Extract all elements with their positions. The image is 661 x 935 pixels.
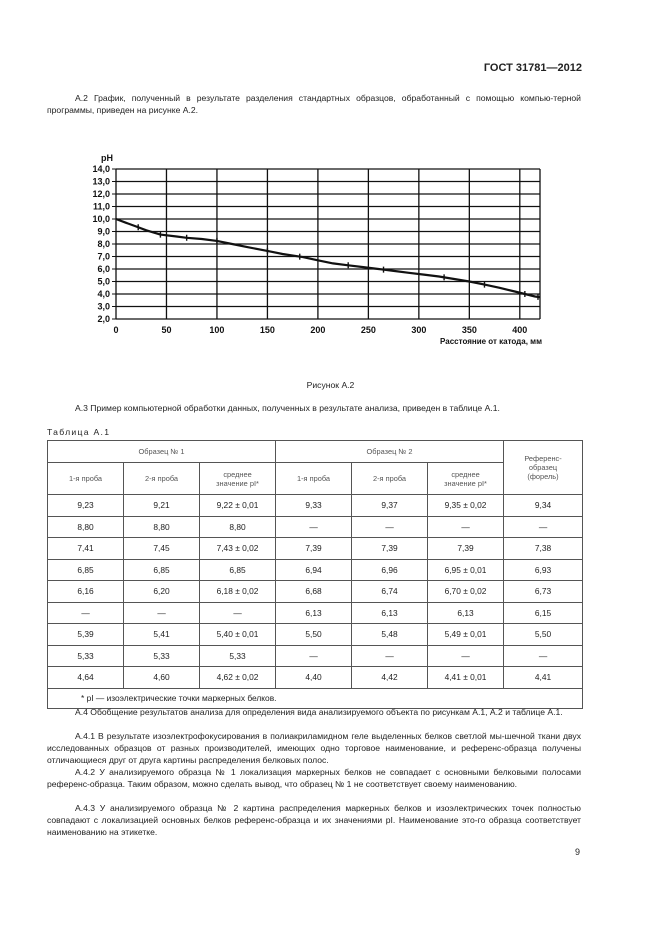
table-label: Таблица А.1 <box>47 427 111 437</box>
sub-header: 2-я проба <box>124 463 200 495</box>
table-cell: 6,18 ± 0,02 <box>200 581 276 603</box>
table-row <box>48 495 583 517</box>
table-cell: 8,80 <box>200 516 276 538</box>
y-tick-label: 6,0 <box>97 264 110 274</box>
sub-header: 1-я проба <box>48 463 124 495</box>
table-cell: 5,50 <box>276 624 352 646</box>
table-cell: 5,41 <box>124 624 200 646</box>
table-cell: 6,13 <box>276 602 352 624</box>
x-tick-label: 200 <box>310 325 326 335</box>
table-row <box>48 516 583 538</box>
y-tick-label: 8,0 <box>97 239 110 249</box>
table-cell: 6,15 <box>504 602 583 624</box>
table-cell: 9,34 <box>504 495 583 517</box>
y-tick-label: 3,0 <box>97 301 110 312</box>
table-cell: 8,80 <box>48 516 124 538</box>
section-a3-paragraph: А.3 Пример компьютерной обработки данных, полученных в результате анализа, приведен в таблице А.1. <box>75 403 500 413</box>
x-tick-label: 50 <box>161 325 172 335</box>
table-cell: 9,37 <box>352 495 428 517</box>
table-cell: 6,68 <box>276 581 352 603</box>
table-cell: — <box>504 645 583 667</box>
table-footnote: * pI — изоэлектрические точки маркерных белков. <box>48 688 583 708</box>
table-cell: 9,33 <box>276 495 352 517</box>
x-tick-label: 400 <box>512 325 528 335</box>
x-tick-label: 100 <box>209 325 225 335</box>
table-cell: 7,39 <box>352 538 428 560</box>
y-tick-label: 9,0 <box>97 226 110 237</box>
y-tick-label: 11,0 <box>92 201 110 212</box>
paragraph-a4-1: А.4.1 В результате изоэлектрофокусирования в полиакриламидном геле выделенных белков светлой мы-шечной ткани двух исследованных образцов от разных производителей, имеющих одно торговое наименование, и референс-образца получены отличающиеся друг от друга картины распределения белковых полос. <box>47 731 581 765</box>
table-cell: 5,39 <box>48 624 124 646</box>
table-cell: 6,94 <box>276 559 352 581</box>
table-cell: 9,22 ± 0,01 <box>200 495 276 517</box>
table-cell: 4,60 <box>124 667 200 689</box>
sub-header: 1-я проба <box>276 463 352 495</box>
table-cell: 6,95 ± 0,01 <box>428 559 504 581</box>
table-cell: — <box>200 602 276 624</box>
standard-header: ГОСТ 31781—2012 <box>483 62 582 74</box>
y-tick-label: 2,0 <box>97 314 110 324</box>
table-cell: 7,39 <box>428 538 504 560</box>
table-cell: 9,23 <box>48 495 124 517</box>
table-cell: — <box>124 602 200 624</box>
table-cell: 4,41 ± 0,01 <box>428 667 504 689</box>
table-cell: — <box>352 516 428 538</box>
x-tick-label: 250 <box>360 325 376 335</box>
table-cell: 6,20 <box>124 581 200 603</box>
paragraph-a4: А.4 Обобщение результатов анализа для определения вида анализируемого объекта по рисункам А.1, А.2 и таблице А.1. <box>75 707 563 717</box>
y-tick-label: 13,0 <box>92 176 110 187</box>
table-cell: 4,41 <box>504 667 583 689</box>
sub-header: среднее значение pI* <box>200 463 276 495</box>
table-cell: 6,13 <box>428 602 504 624</box>
table-row <box>48 624 583 646</box>
table-cell: 6,85 <box>48 559 124 581</box>
results-table <box>47 440 583 709</box>
table-cell: 6,85 <box>124 559 200 581</box>
ph-gradient-chart <box>88 148 558 353</box>
table-cell: 4,64 <box>48 667 124 689</box>
x-tick-label: 0 <box>113 325 119 335</box>
table-cell: 9,35 ± 0,02 <box>428 495 504 517</box>
figure-caption: Рисунок А.2 <box>306 380 355 390</box>
table-row <box>48 559 583 581</box>
table-cell: — <box>428 645 504 667</box>
table-cell: 4,40 <box>276 667 352 689</box>
table-cell: — <box>352 645 428 667</box>
table-cell: 4,62 ± 0,02 <box>200 667 276 689</box>
y-tick-label: 14,0 <box>92 164 110 174</box>
y-tick-label: 10,0 <box>92 214 110 224</box>
y-tick-label: 12,0 <box>92 189 110 199</box>
y-axis-label: pH <box>101 153 113 163</box>
table-cell: 6,16 <box>48 581 124 603</box>
table-row <box>48 538 583 560</box>
table-cell: 6,73 <box>504 581 583 603</box>
page-number: 9 <box>574 847 580 857</box>
x-tick-label: 300 <box>411 325 427 335</box>
table-cell: 6,70 ± 0,02 <box>428 581 504 603</box>
table-cell: — <box>48 602 124 624</box>
y-tick-label: 7,0 <box>97 251 110 262</box>
table-cell: 5,48 <box>352 624 428 646</box>
ph-series-line <box>116 219 540 297</box>
table-body <box>48 495 583 689</box>
table-cell: 7,39 <box>276 538 352 560</box>
sub-header: 2-я проба <box>352 463 428 495</box>
y-tick-label: 4,0 <box>97 289 110 299</box>
table-cell: — <box>276 516 352 538</box>
table-cell: 7,45 <box>124 538 200 560</box>
paragraph-a4-2: А.4.2 У анализируемого образца № 1 локализация маркерных белков не совпадает с основными белковыми полосами референс-образца. Таким образом, можно сделать вывод, что образец № 1 не соответствует своему наименованию. <box>47 767 581 789</box>
x-tick-label: 350 <box>461 325 477 335</box>
paragraph-a4-3: А.4.3 У анализируемого образца № 2 картина распределения маркерных белков и изоэлектрических точек полностью совпадают с локализацией основных белков референс-образца и их значениями pI. Наименование это-го образца соответствует наименованию на этикетке. <box>47 803 581 837</box>
table-cell: 6,85 <box>200 559 276 581</box>
group-header-sample-2: Образец № 2 <box>276 441 504 463</box>
table-row <box>48 581 583 603</box>
table-cell: — <box>428 516 504 538</box>
table-cell: 5,33 <box>48 645 124 667</box>
table-cell: 5,40 ± 0,01 <box>200 624 276 646</box>
table-cell: 6,74 <box>352 581 428 603</box>
sub-header: среднее значение pI* <box>428 463 504 495</box>
group-header-sample-1: Образец № 1 <box>48 441 276 463</box>
table-cell: 9,21 <box>124 495 200 517</box>
table-cell: 5,50 <box>504 624 583 646</box>
table-cell: 8,80 <box>124 516 200 538</box>
table-cell: 7,38 <box>504 538 583 560</box>
table-row <box>48 645 583 667</box>
table-cell: 7,43 ± 0,02 <box>200 538 276 560</box>
table-cell: 7,41 <box>48 538 124 560</box>
table-cell: 5,49 ± 0,01 <box>428 624 504 646</box>
x-tick-label: 150 <box>259 325 275 335</box>
table-cell: 5,33 <box>200 645 276 667</box>
table-cell: 6,13 <box>352 602 428 624</box>
x-axis-label: Расстояние от катода, мм <box>440 337 542 346</box>
table-cell: 5,33 <box>124 645 200 667</box>
group-header-reference: Референс-образец (форель) <box>504 441 583 495</box>
table-cell: 6,93 <box>504 559 583 581</box>
table-cell: — <box>276 645 352 667</box>
table-row <box>48 667 583 689</box>
table-cell: — <box>504 516 583 538</box>
table-row <box>48 602 583 624</box>
y-tick-label: 5,0 <box>97 276 110 287</box>
table-cell: 6,96 <box>352 559 428 581</box>
intro-paragraph: А.2 График, полученный в результате разделения стандартных образцов, обработанный с помощью компью-терной программы, приведен на рисунке А.2. <box>47 93 581 115</box>
table-cell: 4,42 <box>352 667 428 689</box>
